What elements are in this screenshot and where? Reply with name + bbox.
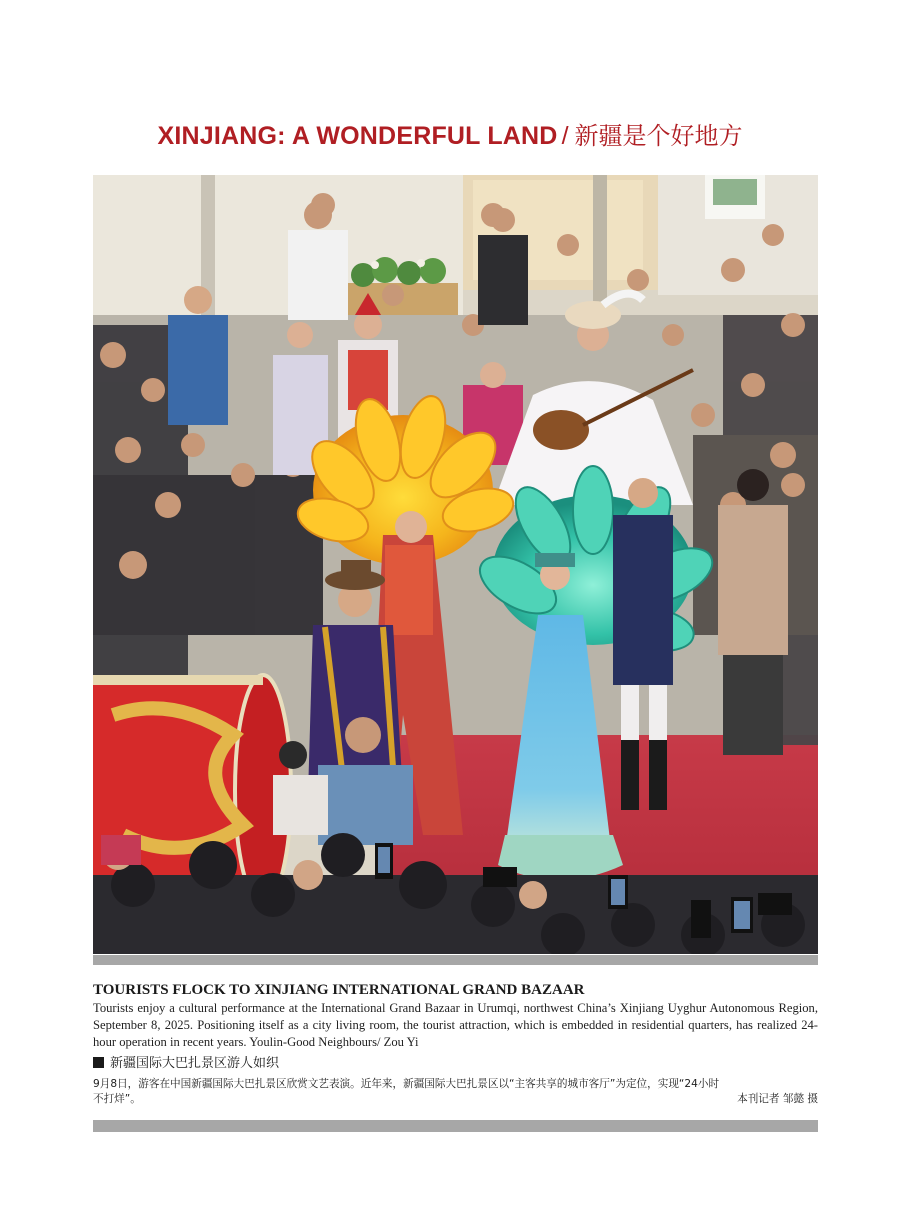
photo-credit-chinese: 本刊记者 邹懿 摄 xyxy=(737,1093,818,1105)
divider-bar-top xyxy=(93,955,818,965)
title-chinese: 新疆是个好地方 xyxy=(574,122,743,150)
caption-heading-chinese xyxy=(93,1055,818,1073)
divider-bar-bottom xyxy=(93,1120,818,1132)
photo-illustration xyxy=(93,175,818,954)
page-title xyxy=(0,120,900,152)
caption-body-chinese-line-2-text: 不打烊”。 xyxy=(93,1093,141,1105)
caption-heading-chinese-text: 新疆国际大巴扎景区游人如织 xyxy=(110,1056,280,1071)
festival-photo xyxy=(93,175,818,954)
caption-body-english: Tourists enjoy a cultural performance at the International Grand Bazaar in Urumqi, northwest China’s Xinjiang Uyghur Autonomous Region, September 8, 2025. Positioning itself as a city living room, the tourist attraction, which is embedded in residential quarters, has realized 24-hour operation in recent years. Youlin-Good Neighbours/ Zou Yi xyxy=(93,1001,818,1049)
black-square-bullet-icon xyxy=(93,1057,104,1068)
caption-heading-english: TOURISTS FLOCK TO XINJIANG INTERNATIONAL GRAND BAZAAR xyxy=(93,982,585,998)
caption-body-chinese-line-1: 9月8日，游客在中国新疆国际大巴扎景区欣赏文艺表演。近年来，新疆国际大巴扎景区以“主客共享的城市客厅”为定位，实现“24小时 xyxy=(93,1078,720,1090)
title-english: XINJIANG: A WONDERFUL LAND xyxy=(157,122,558,150)
caption-body-chinese xyxy=(93,1077,818,1107)
caption-body-chinese-line-2 xyxy=(93,1092,818,1107)
title-separator: / xyxy=(561,122,569,150)
